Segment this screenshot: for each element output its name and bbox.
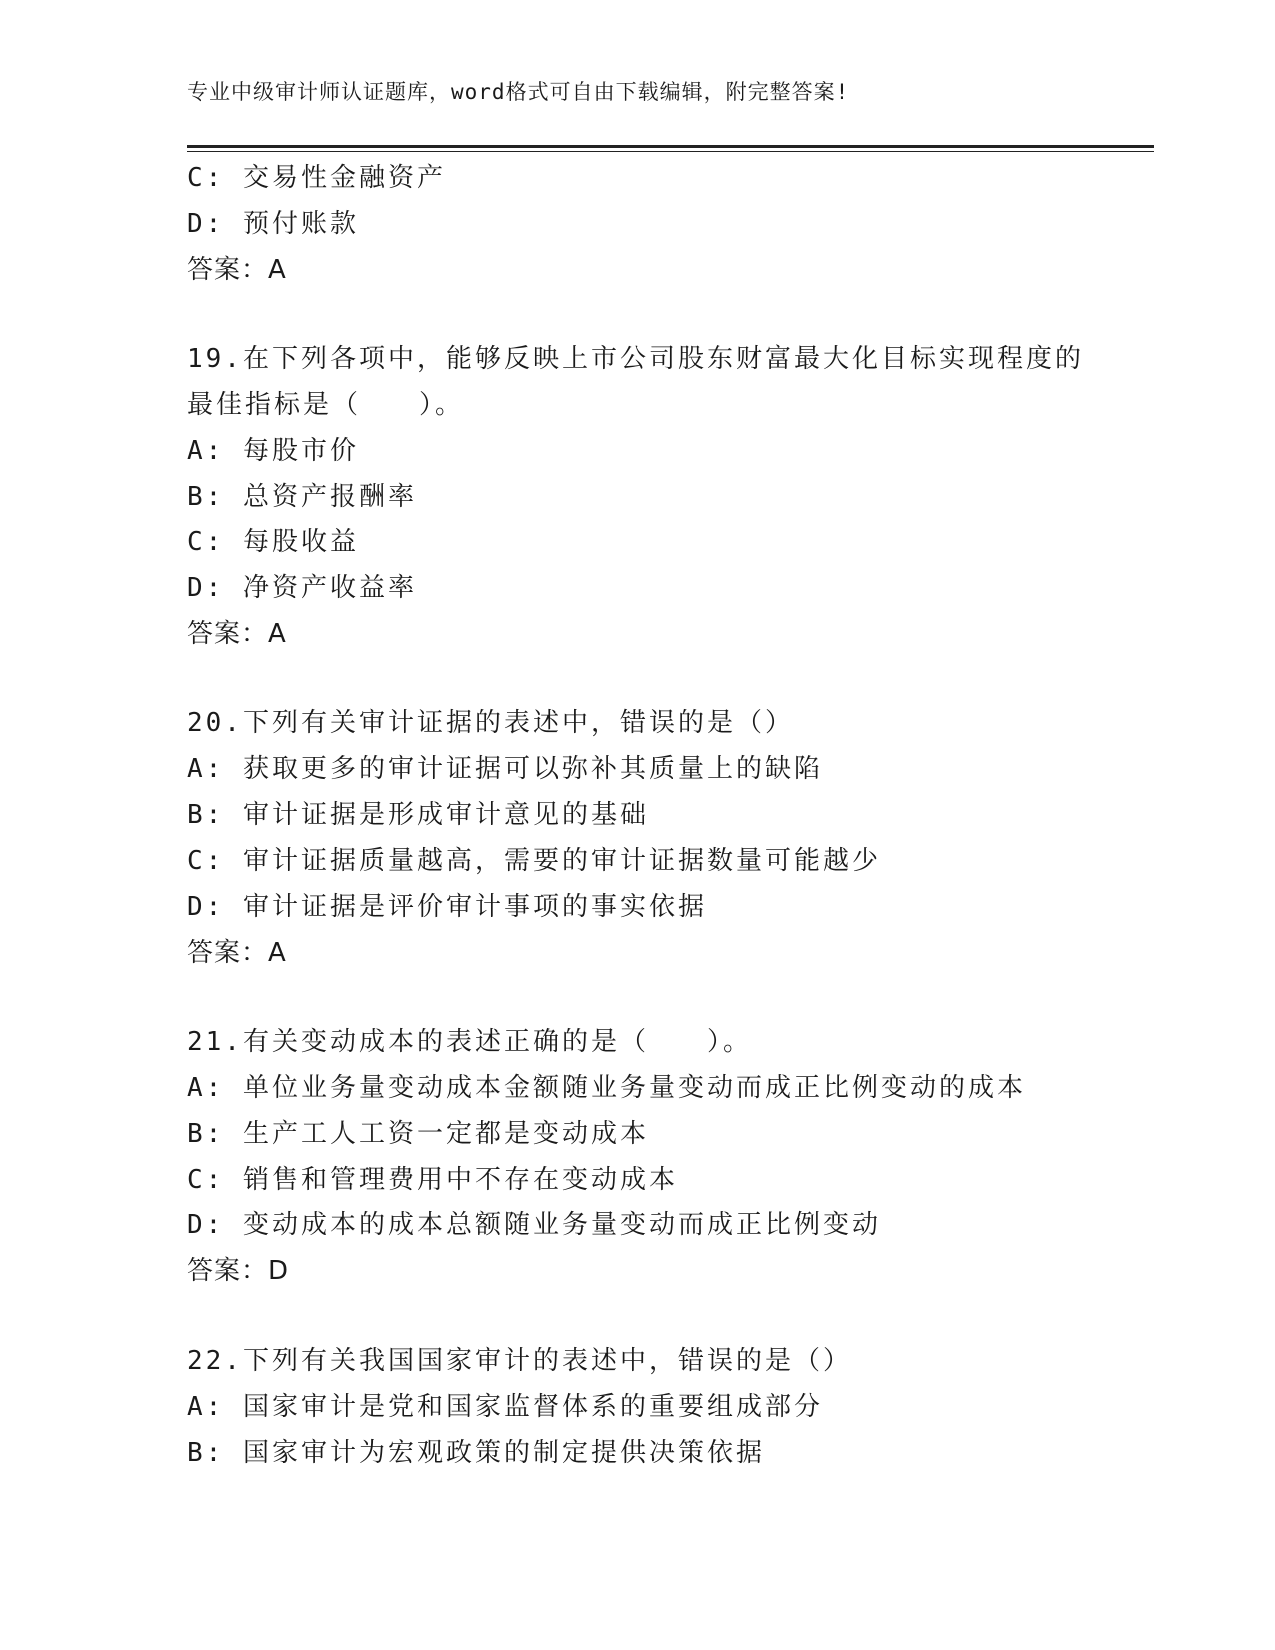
- q22-option-a: A: 国家审计是党和国家监督体系的重要组成部分: [187, 1392, 823, 1422]
- q21-option-a: A: 单位业务量变动成本金额随业务量变动而成正比例变动的成本: [187, 1073, 1026, 1103]
- q22-stem: 22.下列有关我国国家审计的表述中，错误的是（）: [187, 1346, 852, 1376]
- header-rule-thick: [187, 145, 1154, 148]
- q19-stem-line1: 19.在下列各项中，能够反映上市公司股东财富最大化目标实现程度的: [187, 344, 1084, 374]
- q20-option-c: C: 审计证据质量越高，需要的审计证据数量可能越少: [187, 846, 881, 876]
- q20-stem: 20.下列有关审计证据的表述中，错误的是（）: [187, 708, 794, 738]
- q21-option-d: D: 变动成本的成本总额随业务量变动而成正比例变动: [187, 1210, 881, 1240]
- q18-answer: 答案：A: [187, 255, 287, 285]
- q21-answer: 答案：D: [187, 1256, 290, 1286]
- q18-option-c: C: 交易性金融资产: [187, 163, 446, 193]
- q20-option-b: B: 审计证据是形成审计意见的基础: [187, 800, 649, 830]
- q22-option-b: B: 国家审计为宏观政策的制定提供决策依据: [187, 1438, 765, 1468]
- q19-option-d: D: 净资产收益率: [187, 573, 417, 603]
- q18-option-d: D: 预付账款: [187, 209, 359, 239]
- q20-option-a: A: 获取更多的审计证据可以弥补其质量上的缺陷: [187, 754, 823, 784]
- q19-option-c: C: 每股收益: [187, 527, 359, 557]
- q20-answer: 答案：A: [187, 938, 287, 968]
- q21-option-b: B: 生产工人工资一定都是变动成本: [187, 1119, 649, 1149]
- q21-stem: 21.有关变动成本的表述正确的是（ ）。: [187, 1027, 752, 1057]
- q19-answer: 答案：A: [187, 619, 287, 649]
- q19-option-a: A: 每股市价: [187, 436, 359, 466]
- q21-option-c: C: 销售和管理费用中不存在变动成本: [187, 1165, 678, 1195]
- q19-stem-line2: 最佳指标是（ ）。: [187, 390, 465, 420]
- page-header: 专业中级审计师认证题库，word格式可自由下载编辑，附完整答案!: [187, 80, 850, 104]
- q20-option-d: D: 审计证据是评价审计事项的事实依据: [187, 892, 707, 922]
- q19-option-b: B: 总资产报酬率: [187, 482, 417, 512]
- header-rule-thin: [187, 151, 1154, 152]
